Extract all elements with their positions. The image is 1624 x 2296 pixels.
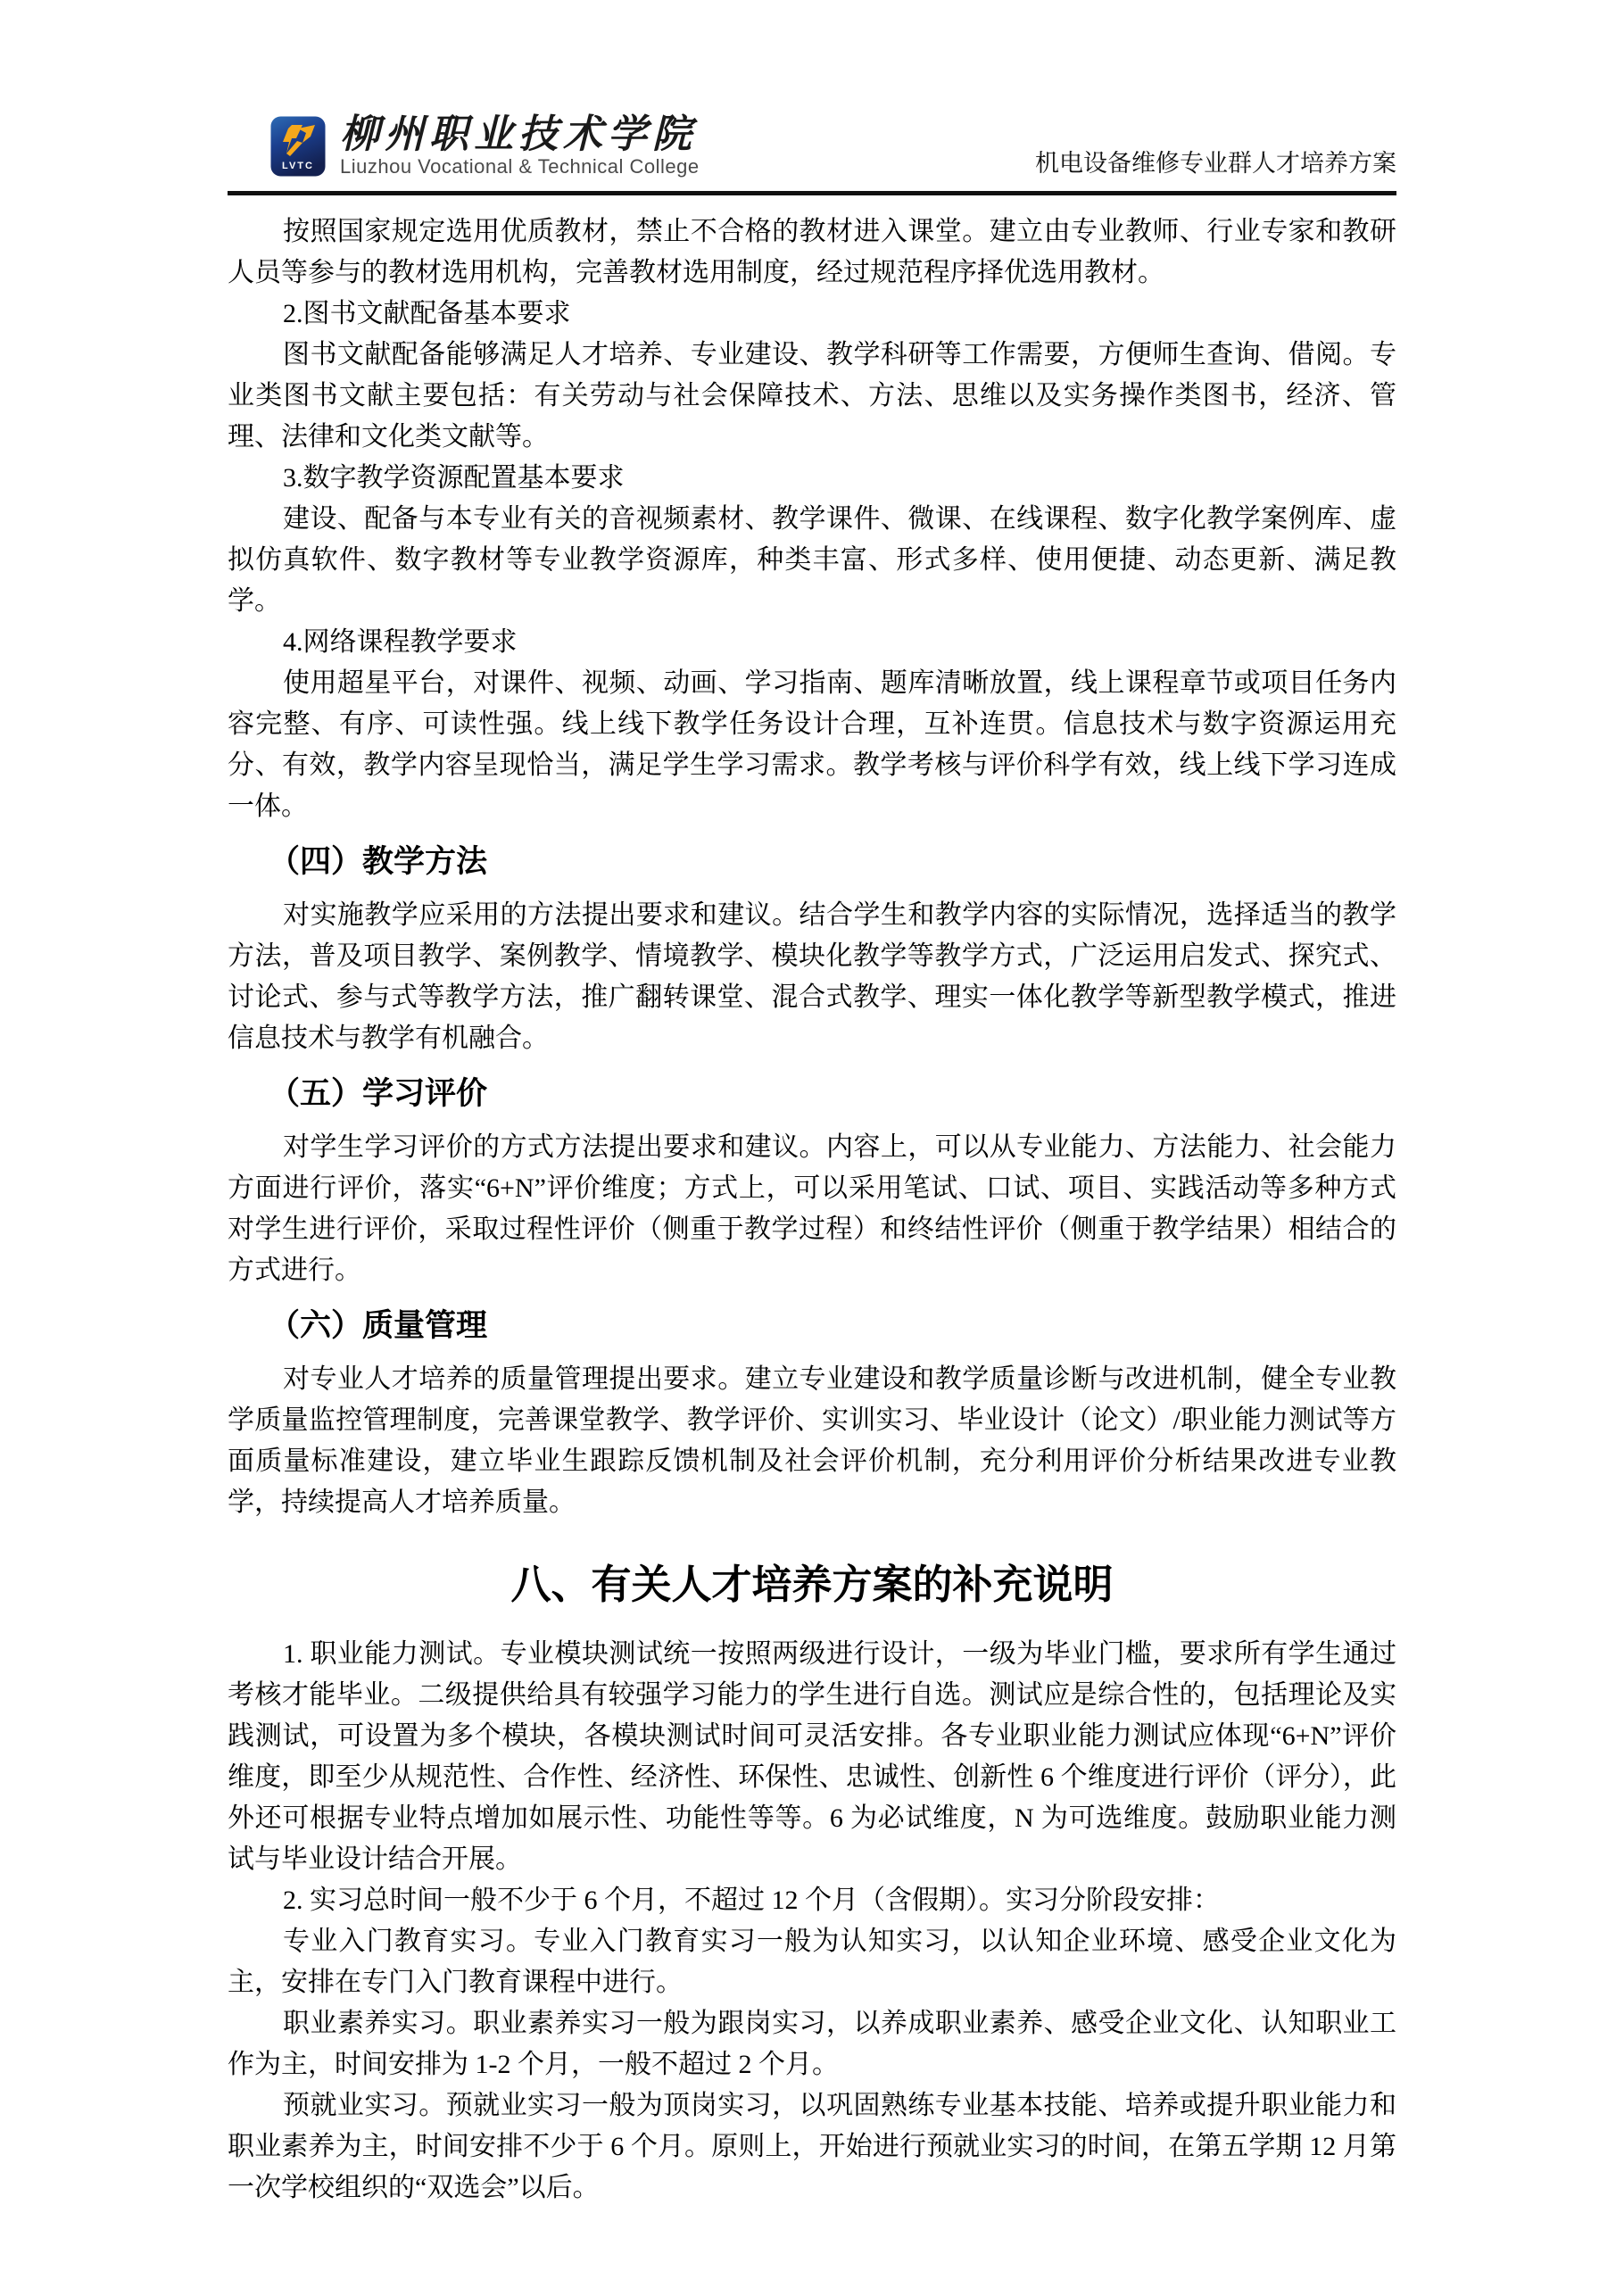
paragraph: 对专业人才培养的质量管理提出要求。建立专业建设和教学质量诊断与改进机制，健全专业教学质量监控管理制度，完善课堂教学、教学评价、实训实习、毕业设计（论文）/职业能力测试等方面质量标准建设，建立毕业生跟踪反馈机制及社会评价机制，充分利用评价分析结果改进专业教学，持续提高人才培养质量。 [228,1364,1396,1517]
paragraph: 1. 职业能力测试。专业模块测试统一按照两级进行设计，一级为毕业门槛，要求所有学生通过考核才能毕业。二级提供给具有较强学习能力的学生进行自选。测试应是综合性的，包括理论及实践测试，可设置为多个模块，各模块测试时间可灵活安排。各专业职业能力测试应体现“6+N”评价维度，即至少从规范性、合作性、经济性、环保性、忠诚性、创新性 6 个维度进行评价（评分），此外还可根据专业特点增加如展示性、功能性等等。6 为必试维度，N 为可选维度。鼓励职业能力测试与毕业设计结合开展。 [228,1639,1396,1874]
college-logo-icon [270,116,326,177]
numbered-subheading: 4.网络课程教学要求 [283,627,518,657]
chapter-heading: 八、有关人才培养方案的补充说明 [510,1562,1114,1607]
page-header [228,0,1396,195]
paragraph: 建设、配备与本专业有关的音视频素材、教学课件、微课、在线课程、数字化教学案例库、虚拟仿真软件、数字教材等专业教学资源库，种类丰富、形式多样、使用便捷、动态更新、满足教学。 [228,504,1396,616]
paragraph: 2. 实习总时间一般不少于 6 个月，不超过 12 个月（含假期）。实习分阶段安排： [283,1886,1220,1915]
college-name-english: Liuzhou Vocational & Technical College [340,155,700,178]
paragraph: 图书文献配备能够满足人才培养、专业建设、教学科研等工作需要，方便师生查询、借阅。专业类图书文献主要包括：有关劳动与社会保障技术、方法、思维以及实务操作类图书，经济、管理、法律和文化类文献等。 [228,340,1396,452]
paragraph: 专业入门教育实习。专业入门教育实习一般为认知实习，以认知企业环境、感受企业文化为主，安排在专门入门教育课程中进行。 [228,1927,1396,1997]
section-heading: （四）教学方法 [269,844,488,879]
paragraph: 按照国家规定选用优质教材，禁止不合格的教材进入课堂。建立由专业教师、行业专家和教研人员等参与的教材选用机构，完善教材选用制度，经过规范程序择优选用教材。 [228,217,1396,287]
college-brand [270,114,700,178]
svg-text:LVTC: LVTC [282,161,314,171]
numbered-subheading: 2.图书文献配备基本要求 [283,299,571,328]
section-heading: （五）学习评价 [269,1076,488,1111]
section-heading: （六）质量管理 [269,1308,488,1343]
numbered-subheading: 3.数字教学资源配置基本要求 [283,463,625,493]
paragraph: 职业素养实习。职业素养实习一般为跟岗实习，以养成职业素养、感受企业文化、认知职业工作为主，时间安排为 1-2 个月，一般不超过 2 个月。 [228,2009,1396,2079]
paragraph: 对实施教学应采用的方法提出要求和建议。结合学生和教学内容的实际情况，选择适当的教学方法，普及项目教学、案例教学、情境教学、模块化教学等教学方式，广泛运用启发式、探究式、讨论式、参与式等教学方法，推广翻转课堂、混合式教学、理实一体化教学等新型教学模式，推进信息技术与教学有机融合。 [228,900,1396,1053]
paragraph: 对学生学习评价的方式方法提出要求和建议。内容上，可以从专业能力、方法能力、社会能力方面进行评价，落实“6+N”评价维度；方式上，可以采用笔试、口试、项目、实践活动等多种方式对学生进行评价，采取过程性评价（侧重于教学过程）和终结性评价（侧重于教学结果）相结合的方式进行。 [228,1132,1396,1285]
college-name-chinese: 柳州职业技术学院 [340,112,697,157]
document-body [228,195,1396,2209]
document-title: 机电设备维修专业群人才培养方案 [1035,150,1396,177]
paragraph: 使用超星平台，对课件、视频、动画、学习指南、题库清晰放置，线上课程章节或项目任务内容完整、有序、可读性强。线上线下教学任务设计合理，互补连贯。信息技术与数字资源运用充分、有效，教学内容呈现恰当，满足学生学习需求。教学考核与评价科学有效，线上线下学习连成一体。 [228,668,1396,821]
college-name-block [340,114,700,178]
paragraph: 预就业实习。预就业实习一般为顶岗实习，以巩固熟练专业基本技能、培养或提升职业能力和职业素养为主，时间安排不少于 6 个月。原则上，开始进行预就业实习的时间，在第五学期 12 月第一次学校组织的“双选会”以后。 [228,2091,1396,2202]
